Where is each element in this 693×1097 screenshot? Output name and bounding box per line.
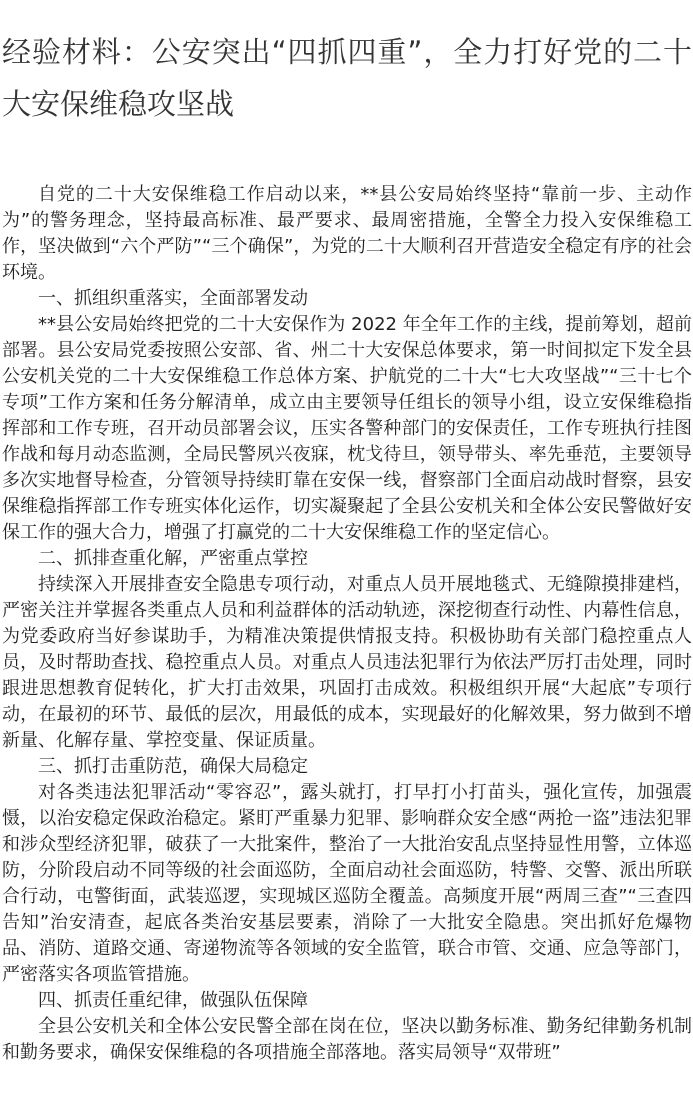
section-4-paragraph: 全县公安机关和全体公安民警全部在岗在位，坚决以勤务标准、勤务纪律勤务机制和勤务要求，确保安保维稳的各项措施全部落地。落实局领导“双带班” [2,1016,692,1063]
section-heading-1: 一、抓组织重落实，全面部署发动 [38,288,308,309]
document-title: 经验材料：公安突出“四抓四重”，全力打好党的二十大安保维稳攻坚战 [2,35,692,121]
section-1-paragraph: **县公安局始终把党的二十大安保作为 2022 年全年工作的主线，提前筹划，超前部署。县公安局党委按照公安部、省、州二十大安保总体要求，第一时间拟定下发全县公安机关党的二十大安保维稳工作总体方案、护航党的二十大“七大攻坚战”“三十七个专项”工作方案和任务分解清单，成立由主要领导任组长的领导小组，设立安保维稳指挥部和工作专班，召开动员部署会议，压实各警种部门的安保责任，工作专班执行挂图作战和每月动态监测，全局民警夙兴夜寐，枕戈待旦，领导带头、率先垂范，主要领导多次实地督导检查，分管领导持续盯靠在安保一线，督察部门全面启动战时督察，县安保维稳指挥部工作专班实体化运作，切实凝聚起了全县公安机关和全体公安民警做好安保工作的强大合力，增强了打赢党的二十大安保维稳工作的坚定信心。 [2,314,692,543]
document-body [2,182,692,1066]
section-heading-3: 三、抓打击重防范，确保大局稳定 [38,756,308,777]
section-heading-4: 四、抓责任重纪律，做强队伍保障 [38,990,308,1011]
section-3-paragraph: 对各类违法犯罪活动“零容忍”，露头就打，打早打小打苗头，强化宣传，加强震慑，以治安稳定保政治稳定。紧盯严重暴力犯罪、影响群众安全感“两抢一盗”违法犯罪和涉众型经济犯罪，破获了一大批案件，整治了一大批治安乱点坚持显性用警，立体巡防，分阶段启动不同等级的社会面巡防，全面启动社会面巡防，特警、交警、派出所联合行动，屯警街面，武装巡逻，实现城区巡防全覆盖。高频度开展“两周三查”“三查四告知”治安清查，起底各类治安基层要素，消除了一大批安全隐患。突出抓好危爆物品、消防、道路交通、寄递物流等各领域的安全监管，联合市管、交通、应急等部门，严密落实各项监管措施。 [2,782,692,985]
intro-paragraph: 自党的二十大安保维稳工作启动以来，**县公安局始终坚持“靠前一步、主动作为”的警务理念，坚持最高标准、最严要求、最周密措施，全警全力投入安保维稳工作，坚决做到“六个严防”“三个确保”，为党的二十大顺利召开营造安全稳定有序的社会环境。 [2,184,692,283]
section-2-paragraph: 持续深入开展排查安全隐患专项行动，对重点人员开展地毯式、无缝隙摸排建档，严密关注并掌握各类重点人员和利益群体的活动轨迹，深挖彻查行动性、内幕性信息，为党委政府当好参谋助手，为精准决策提供情报支持。积极协助有关部门稳控重点人员，及时帮助查找、稳控重点人员。对重点人员违法犯罪行为依法严厉打击处理，同时跟进思想教育促转化，扩大打击效果，巩固打击成效。积极组织开展“大起底”专项行动，在最初的环节、最低的层次，用最低的成本，实现最好的化解效果，努力做到不增新量、化解存量、掌控变量、保证质量。 [2,574,692,751]
section-heading-2: 二、抓排查重化解，严密重点掌控 [38,548,308,569]
document [2,0,692,1066]
